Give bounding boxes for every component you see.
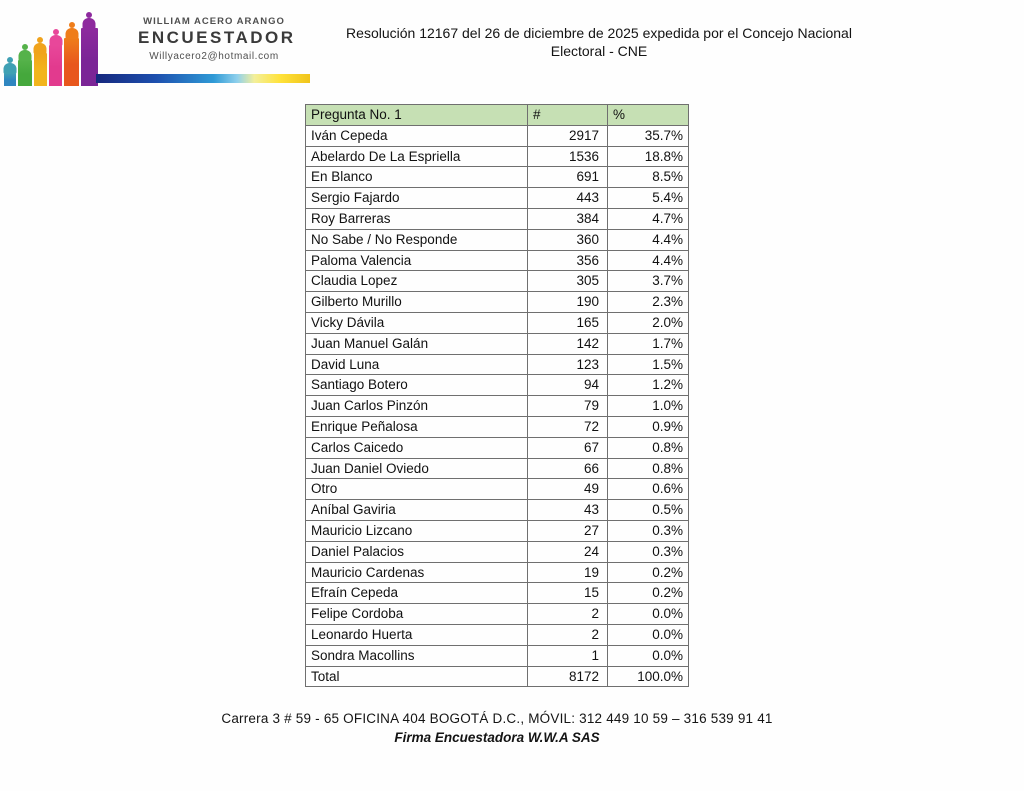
table-row — [306, 520, 689, 541]
footer-firm-name: Firma Encuestadora W.W.A SAS — [394, 730, 600, 745]
logo-bar — [64, 38, 78, 86]
cell-candidate: Efraín Cepeda — [306, 583, 528, 604]
cell-candidate: Santiago Botero — [306, 375, 528, 396]
table-row — [306, 250, 689, 271]
cell-candidate: Paloma Valencia — [306, 250, 528, 271]
table-row — [306, 396, 689, 417]
cell-percent: 8.5% — [608, 167, 689, 188]
cell-count: 360 — [528, 229, 608, 250]
cell-count: 2917 — [528, 125, 608, 146]
table-row — [306, 666, 689, 687]
pollster-logo — [4, 8, 98, 86]
results-table — [305, 104, 689, 687]
cell-percent: 4.4% — [608, 229, 689, 250]
table-row — [306, 146, 689, 167]
resolution-title: Resolución 12167 del 26 de diciembre de 2025 expedida por el Concejo Nacional Electoral - CNE — [346, 25, 852, 59]
cell-percent: 0.0% — [608, 604, 689, 625]
logo-bar — [4, 73, 16, 86]
cell-candidate: Juan Manuel Galán — [306, 333, 528, 354]
cell-candidate: Roy Barreras — [306, 208, 528, 229]
cell-percent: 0.3% — [608, 541, 689, 562]
cell-candidate: Vicky Dávila — [306, 312, 528, 333]
table-row — [306, 333, 689, 354]
person-icon — [3, 57, 17, 74]
logo-bar — [34, 53, 47, 86]
cell-percent: 1.2% — [608, 375, 689, 396]
table-row — [306, 500, 689, 521]
table-row — [306, 354, 689, 375]
cell-count: 27 — [528, 520, 608, 541]
cell-count: 1 — [528, 645, 608, 666]
cell-candidate: En Blanco — [306, 167, 528, 188]
cell-candidate: No Sabe / No Responde — [306, 229, 528, 250]
table-row — [306, 167, 689, 188]
cell-percent: 0.3% — [608, 520, 689, 541]
cell-percent: 4.4% — [608, 250, 689, 271]
cell-count: 384 — [528, 208, 608, 229]
table-row — [306, 188, 689, 209]
table-row — [306, 458, 689, 479]
cell-candidate: Sondra Macollins — [306, 645, 528, 666]
cell-candidate: Daniel Palacios — [306, 541, 528, 562]
cell-count: 356 — [528, 250, 608, 271]
cell-count: 67 — [528, 437, 608, 458]
cell-percent: 0.5% — [608, 500, 689, 521]
table-row — [306, 604, 689, 625]
cell-count: 165 — [528, 312, 608, 333]
cell-candidate: Otro — [306, 479, 528, 500]
cell-candidate: Sergio Fajardo — [306, 188, 528, 209]
cell-percent: 0.0% — [608, 624, 689, 645]
table-row — [306, 562, 689, 583]
cell-percent: 4.7% — [608, 208, 689, 229]
footer — [0, 711, 994, 745]
cell-percent: 0.6% — [608, 479, 689, 500]
cell-candidate: Juan Carlos Pinzón — [306, 396, 528, 417]
cell-percent: 1.7% — [608, 333, 689, 354]
person-icon — [33, 37, 47, 54]
cell-count: 305 — [528, 271, 608, 292]
cell-count: 2 — [528, 624, 608, 645]
logo-bar — [18, 60, 31, 86]
cell-percent: 2.3% — [608, 292, 689, 313]
table-row — [306, 271, 689, 292]
cell-percent: 0.8% — [608, 458, 689, 479]
table-row — [306, 479, 689, 500]
column-header-percent: % — [608, 105, 689, 126]
table-row — [306, 208, 689, 229]
person-icon — [49, 29, 63, 46]
table-header-row — [306, 105, 689, 126]
table-row — [306, 541, 689, 562]
cell-candidate: Total — [306, 666, 528, 687]
cell-count: 8172 — [528, 666, 608, 687]
cell-count: 19 — [528, 562, 608, 583]
footer-address: Carrera 3 # 59 - 65 OFICINA 404 BOGOTÁ D.C., MÓVIL: 312 449 10 59 – 316 539 91 41 — [221, 711, 773, 726]
cell-count: 43 — [528, 500, 608, 521]
cell-candidate: Felipe Cordoba — [306, 604, 528, 625]
cell-percent: 5.4% — [608, 188, 689, 209]
results-table-body — [306, 125, 689, 687]
table-row — [306, 292, 689, 313]
cell-count: 49 — [528, 479, 608, 500]
cell-candidate: Aníbal Gaviria — [306, 500, 528, 521]
table-row — [306, 416, 689, 437]
table-row — [306, 645, 689, 666]
cell-percent: 2.0% — [608, 312, 689, 333]
cell-candidate: Gilberto Murillo — [306, 292, 528, 313]
cell-candidate: Claudia Lopez — [306, 271, 528, 292]
cell-percent: 0.0% — [608, 645, 689, 666]
pollster-name: WILLIAM ACERO ARANGO — [143, 16, 285, 27]
cell-candidate: Iván Cepeda — [306, 125, 528, 146]
cell-candidate: Mauricio Cardenas — [306, 562, 528, 583]
table-row — [306, 125, 689, 146]
cell-percent: 1.0% — [608, 396, 689, 417]
cell-count: 24 — [528, 541, 608, 562]
cell-candidate: Carlos Caicedo — [306, 437, 528, 458]
cell-percent: 0.9% — [608, 416, 689, 437]
cell-count: 691 — [528, 167, 608, 188]
table-row — [306, 583, 689, 604]
pollster-email: Willyacero2@hotmail.com — [149, 51, 279, 62]
table-row — [306, 229, 689, 250]
cell-count: 443 — [528, 188, 608, 209]
cell-count: 190 — [528, 292, 608, 313]
person-icon — [18, 44, 32, 61]
cell-candidate: Enrique Peñalosa — [306, 416, 528, 437]
table-row — [306, 312, 689, 333]
column-header-count: # — [528, 105, 608, 126]
logo-rainbow-band — [96, 74, 310, 83]
cell-count: 142 — [528, 333, 608, 354]
cell-count: 1536 — [528, 146, 608, 167]
table-row — [306, 624, 689, 645]
cell-candidate: Mauricio Lizcano — [306, 520, 528, 541]
cell-percent: 100.0% — [608, 666, 689, 687]
cell-percent: 35.7% — [608, 125, 689, 146]
cell-count: 123 — [528, 354, 608, 375]
cell-count: 94 — [528, 375, 608, 396]
logo-text-block — [138, 16, 296, 62]
person-icon — [82, 12, 96, 29]
column-header-question: Pregunta No. 1 — [306, 105, 528, 126]
cell-percent: 0.2% — [608, 583, 689, 604]
cell-percent: 1.5% — [608, 354, 689, 375]
person-icon — [65, 22, 79, 39]
cell-candidate: Juan Daniel Oviedo — [306, 458, 528, 479]
cell-count: 72 — [528, 416, 608, 437]
cell-candidate: David Luna — [306, 354, 528, 375]
pollster-role: ENCUESTADOR — [138, 28, 296, 47]
cell-count: 2 — [528, 604, 608, 625]
cell-candidate: Leonardo Huerta — [306, 624, 528, 645]
cell-candidate: Abelardo De La Espriella — [306, 146, 528, 167]
cell-count: 15 — [528, 583, 608, 604]
cell-count: 79 — [528, 396, 608, 417]
cell-count: 66 — [528, 458, 608, 479]
table-row — [306, 375, 689, 396]
cell-percent: 0.2% — [608, 562, 689, 583]
table-row — [306, 437, 689, 458]
cell-percent: 3.7% — [608, 271, 689, 292]
logo-bar — [49, 45, 62, 86]
cell-percent: 18.8% — [608, 146, 689, 167]
cell-percent: 0.8% — [608, 437, 689, 458]
